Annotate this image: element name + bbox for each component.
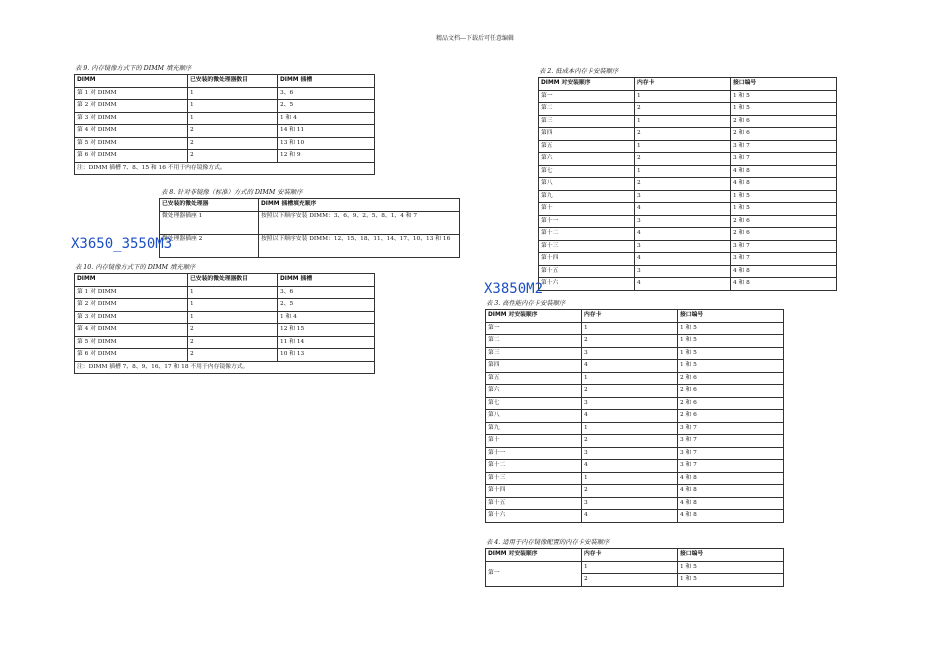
table-row: [486, 460, 784, 473]
table-cell: 2: [188, 137, 278, 150]
table-cell: 3: [582, 447, 678, 460]
table-cell: 第 5 对 DIMM: [75, 336, 188, 349]
table-cell: 第九: [539, 190, 635, 203]
table-cell: 第三: [486, 347, 582, 360]
table-cell: 3: [582, 397, 678, 410]
table-cell: 第五: [486, 372, 582, 385]
table-cell: 2: [635, 103, 731, 116]
table-cell: 14 和 11: [278, 125, 375, 138]
table-cell: 13 和 10: [278, 137, 375, 150]
table-row: [539, 90, 837, 103]
table2-header-row: [539, 78, 837, 91]
table-cell: 4: [635, 253, 731, 266]
table-cell: 3 和 7: [731, 140, 837, 153]
table-cell: 2 和 6: [678, 397, 784, 410]
table-cell: 第五: [539, 140, 635, 153]
table-row: [486, 397, 784, 410]
table-cell: 1: [635, 140, 731, 153]
table-cell: 1: [635, 115, 731, 128]
table3-body: [486, 322, 784, 522]
table-cell: 1 和 5: [678, 574, 784, 587]
table-cell: 4 和 8: [731, 265, 837, 278]
table-cell: 第十四: [539, 253, 635, 266]
table-cell: 1 和 4: [278, 112, 375, 125]
table4-header-row: [486, 549, 784, 562]
table-cell: 第十一: [539, 215, 635, 228]
table-cell: 3 和 7: [678, 460, 784, 473]
table-cell: 4 和 8: [731, 165, 837, 178]
table3-caption: 表 3. 高性能内存卡安装顺序: [486, 300, 566, 307]
table10-note: 注：DIMM 插槽 7、8、9、16、17 和 18 不用于内存镜像方式。: [75, 361, 375, 374]
table-cell: 第十六: [486, 510, 582, 523]
table-row: [539, 115, 837, 128]
table-cell: 第一: [539, 90, 635, 103]
table-row: [160, 234, 460, 257]
table-row: [486, 372, 784, 385]
table-cell: 4 和 8: [678, 497, 784, 510]
table-cell: 第十: [486, 435, 582, 448]
table-row: [539, 278, 837, 291]
table-cell: 11 和 14: [278, 336, 375, 349]
table-cell: 第三: [539, 115, 635, 128]
table9-header-row: [75, 75, 375, 88]
table-cell: 2 和 6: [731, 228, 837, 241]
table-cell: 3 和 7: [731, 240, 837, 253]
table-cell: 第 6 对 DIMM: [75, 150, 188, 163]
table-cell: 第十三: [539, 240, 635, 253]
table-cell: 4 和 8: [678, 485, 784, 498]
table-cell: 4: [635, 278, 731, 291]
table10-body: [75, 286, 375, 374]
table10-header-row: [75, 274, 375, 287]
table-cell: 第七: [539, 165, 635, 178]
table-cell: 2 和 6: [731, 215, 837, 228]
table-row: [486, 422, 784, 435]
table3-header-cell: 内存卡: [582, 310, 678, 323]
table-cell: 微处理器插座 2: [160, 234, 259, 257]
table-cell: 第 3 对 DIMM: [75, 112, 188, 125]
table-cell: 1 和 5: [678, 322, 784, 335]
table-cell: 1: [582, 561, 678, 574]
table3-header-row: [486, 310, 784, 323]
table-row: [486, 360, 784, 373]
table-cell: 1: [635, 90, 731, 103]
table-cell: 3 和 7: [731, 253, 837, 266]
table-cell: 3、6: [278, 286, 375, 299]
table8: [159, 198, 460, 258]
table-row: [539, 128, 837, 141]
table-row: [75, 336, 375, 349]
table-row: [486, 472, 784, 485]
table9-note: 注：DIMM 插槽 7、8、15 和 16 不用于内存镜像方式。: [75, 162, 375, 175]
table-row: [486, 410, 784, 423]
table-cell: 第四: [486, 360, 582, 373]
table9-caption: 表 9. 内存镜像方式下的 DIMM 填充顺序: [75, 65, 192, 72]
table-cell: 3: [582, 497, 678, 510]
table-cell: 第八: [486, 410, 582, 423]
table-row: [486, 447, 784, 460]
table-row: [75, 286, 375, 299]
table4-header-cell: 内存卡: [582, 549, 678, 562]
table-row: [75, 349, 375, 362]
table-cell: 4: [582, 360, 678, 373]
table-cell: 第 4 对 DIMM: [75, 125, 188, 138]
table-cell: 第十二: [486, 460, 582, 473]
table-row: [75, 324, 375, 337]
table-cell: 1 和 5: [678, 335, 784, 348]
table-cell: 4: [582, 510, 678, 523]
table4: [485, 548, 784, 587]
table9-header-cell: 已安装的微处理器数目: [188, 75, 278, 88]
table-cell: 2: [188, 150, 278, 163]
table-cell: 第 1 对 DIMM: [75, 87, 188, 100]
table-cell: 1 和 5: [678, 360, 784, 373]
table-cell: 2: [635, 178, 731, 191]
table10-header-cell: 已安装的微处理器数目: [188, 274, 278, 287]
table-cell: 2 和 6: [678, 410, 784, 423]
table8-header-cell: 已安装的微处理器: [160, 199, 259, 212]
table2-header-cell: 接口编号: [731, 78, 837, 91]
table-cell: 2: [188, 324, 278, 337]
table-cell: 第一: [486, 561, 582, 586]
table-cell: 2: [635, 128, 731, 141]
table-cell: 第二: [539, 103, 635, 116]
table-row: [486, 385, 784, 398]
table-cell: 3: [635, 190, 731, 203]
table-row: [539, 190, 837, 203]
table3-header-cell: 接口编号: [678, 310, 784, 323]
table-row: [486, 561, 784, 574]
table-row: [539, 228, 837, 241]
table-cell: 12 和 9: [278, 150, 375, 163]
table-cell: 1 和 5: [678, 347, 784, 360]
table-cell: 1: [582, 422, 678, 435]
table9-header-cell: DIMM 插槽: [278, 75, 375, 88]
table-cell: 4: [582, 410, 678, 423]
table-cell: 第十四: [486, 485, 582, 498]
table-row: [486, 435, 784, 448]
table-cell: 微处理器插座 1: [160, 211, 259, 234]
table-cell: 1: [635, 165, 731, 178]
table-cell: 3: [635, 240, 731, 253]
table-row: [486, 510, 784, 523]
table-row: [539, 103, 837, 116]
table-cell: 4 和 8: [678, 510, 784, 523]
table-row: [539, 178, 837, 191]
table-cell: 1: [582, 372, 678, 385]
table-row: [486, 347, 784, 360]
table4-caption: 表 4. 适用于内存镜像配置的内存卡安装顺序: [486, 539, 610, 546]
table4-header-cell: 接口编号: [678, 549, 784, 562]
table-row: [75, 112, 375, 125]
table9-body: [75, 87, 375, 175]
table-cell: 2、5: [278, 100, 375, 113]
table-cell: 第 3 对 DIMM: [75, 311, 188, 324]
table2: [538, 77, 837, 291]
table-row: [539, 165, 837, 178]
table10-caption: 表 10. 内存镜像方式下的 DIMM 填充顺序: [75, 264, 196, 271]
table-cell: 2 和 6: [731, 128, 837, 141]
table2-header-cell: 内存卡: [635, 78, 731, 91]
table-cell: 3: [635, 215, 731, 228]
table-cell: 2: [582, 485, 678, 498]
table-cell: 第 2 对 DIMM: [75, 299, 188, 312]
table-cell: 4: [582, 460, 678, 473]
table-cell: 第十三: [486, 472, 582, 485]
table-row: [539, 265, 837, 278]
table-cell: 1: [188, 87, 278, 100]
table2-body: [539, 90, 837, 290]
table-cell: 2、5: [278, 299, 375, 312]
table-cell: 第 2 对 DIMM: [75, 100, 188, 113]
table4-header-cell: DIMM 对安装顺序: [486, 549, 582, 562]
table2-caption: 表 2. 低成本内存卡安装顺序: [539, 68, 619, 75]
table-cell: 第十五: [486, 497, 582, 510]
table-row: [486, 322, 784, 335]
table-cell: 2: [188, 349, 278, 362]
table-cell: 1: [188, 286, 278, 299]
table-cell: 第 4 对 DIMM: [75, 324, 188, 337]
table-cell: 第十一: [486, 447, 582, 460]
table-cell: 第六: [486, 385, 582, 398]
table-cell: 3 和 7: [731, 153, 837, 166]
table-cell: 第七: [486, 397, 582, 410]
table-row: [75, 299, 375, 312]
table-cell: 第十六: [539, 278, 635, 291]
table-cell: 1 和 5: [731, 103, 837, 116]
page-header: 精品文档---下载后可任意编辑: [435, 35, 515, 42]
table-cell: 第十: [539, 203, 635, 216]
table-cell: 4 和 8: [731, 278, 837, 291]
table-row: [539, 240, 837, 253]
table-cell: 10 和 13: [278, 349, 375, 362]
table-cell: 4 和 8: [731, 178, 837, 191]
table-row: [539, 203, 837, 216]
table-cell: 2: [582, 335, 678, 348]
table-cell: 1: [582, 322, 678, 335]
table-cell: 第十二: [539, 228, 635, 241]
table-row: [160, 211, 460, 234]
table-cell: 1: [188, 112, 278, 125]
table-cell: 2: [188, 336, 278, 349]
table-cell: 2: [582, 574, 678, 587]
table-cell: 第 1 对 DIMM: [75, 286, 188, 299]
table-row: [539, 253, 837, 266]
table-row: [75, 137, 375, 150]
table-cell: 3: [635, 265, 731, 278]
table9-header-cell: DIMM: [75, 75, 188, 88]
table-cell: 第四: [539, 128, 635, 141]
table-cell: 按照以下顺序安装 DIMM：12、15、18、11、14、17、10、13 和 16: [259, 234, 460, 257]
table10-header-cell: DIMM 插槽: [278, 274, 375, 287]
table-cell: 1: [188, 299, 278, 312]
table-row: [75, 100, 375, 113]
table10-header-cell: DIMM: [75, 274, 188, 287]
table-cell: 4 和 8: [678, 472, 784, 485]
table-cell: 4: [635, 203, 731, 216]
table-cell: 第十五: [539, 265, 635, 278]
table-cell: 第八: [539, 178, 635, 191]
table-row: [539, 140, 837, 153]
table-cell: 第二: [486, 335, 582, 348]
table-cell: 2 和 6: [678, 372, 784, 385]
table-row: [539, 153, 837, 166]
table-cell: 第六: [539, 153, 635, 166]
table-cell: 12 和 15: [278, 324, 375, 337]
table-cell: 3、6: [278, 87, 375, 100]
table-cell: 1 和 5: [678, 561, 784, 574]
table-cell: 1 和 5: [731, 203, 837, 216]
table9: [74, 74, 375, 175]
table-cell: 第 5 对 DIMM: [75, 137, 188, 150]
table-cell: 3 和 7: [678, 422, 784, 435]
table-cell: 2 和 6: [731, 115, 837, 128]
table-cell: 第九: [486, 422, 582, 435]
table-cell: 按照以下顺序安装 DIMM：3、6、9、2、5、8、1、4 和 7: [259, 211, 460, 234]
table8-header-cell: DIMM 插槽填充顺序: [259, 199, 460, 212]
table10: [74, 273, 375, 374]
table-row: [75, 125, 375, 138]
table8-header-row: [160, 199, 460, 212]
table3-header-cell: DIMM 对安装顺序: [486, 310, 582, 323]
table-row: [486, 497, 784, 510]
table-cell: 1 和 5: [731, 190, 837, 203]
table3: [485, 309, 784, 523]
table-cell: 2: [635, 153, 731, 166]
table-note-row: [75, 361, 375, 374]
table-row: [486, 485, 784, 498]
table-cell: 1 和 4: [278, 311, 375, 324]
table8-body: [160, 211, 460, 257]
table-cell: 4: [635, 228, 731, 241]
table-cell: 3 和 7: [678, 447, 784, 460]
table-row: [486, 335, 784, 348]
table2-header-cell: DIMM 对安装顺序: [539, 78, 635, 91]
table-cell: 2: [188, 125, 278, 138]
table-row: [75, 87, 375, 100]
table-cell: 2: [582, 385, 678, 398]
table-cell: 第一: [486, 322, 582, 335]
table-cell: 1: [188, 311, 278, 324]
table8-caption: 表 8. 针对非镜像（标准）方式的 DIMM 安装顺序: [161, 189, 303, 196]
table-cell: 3: [582, 347, 678, 360]
table-cell: 第 6 对 DIMM: [75, 349, 188, 362]
table-row: [539, 215, 837, 228]
table-cell: 1: [582, 472, 678, 485]
table-cell: 3 和 7: [678, 435, 784, 448]
table-cell: 2 和 6: [678, 385, 784, 398]
model-stamp-left: X3650_3550M3: [71, 236, 173, 252]
model-stamp-right: X3850M2: [484, 281, 544, 297]
table-cell: 1 和 5: [731, 90, 837, 103]
table-cell: 1: [188, 100, 278, 113]
table-row: [75, 150, 375, 163]
table4-body: [486, 561, 784, 586]
table-row: [75, 311, 375, 324]
table-cell: 2: [582, 435, 678, 448]
table-note-row: [75, 162, 375, 175]
